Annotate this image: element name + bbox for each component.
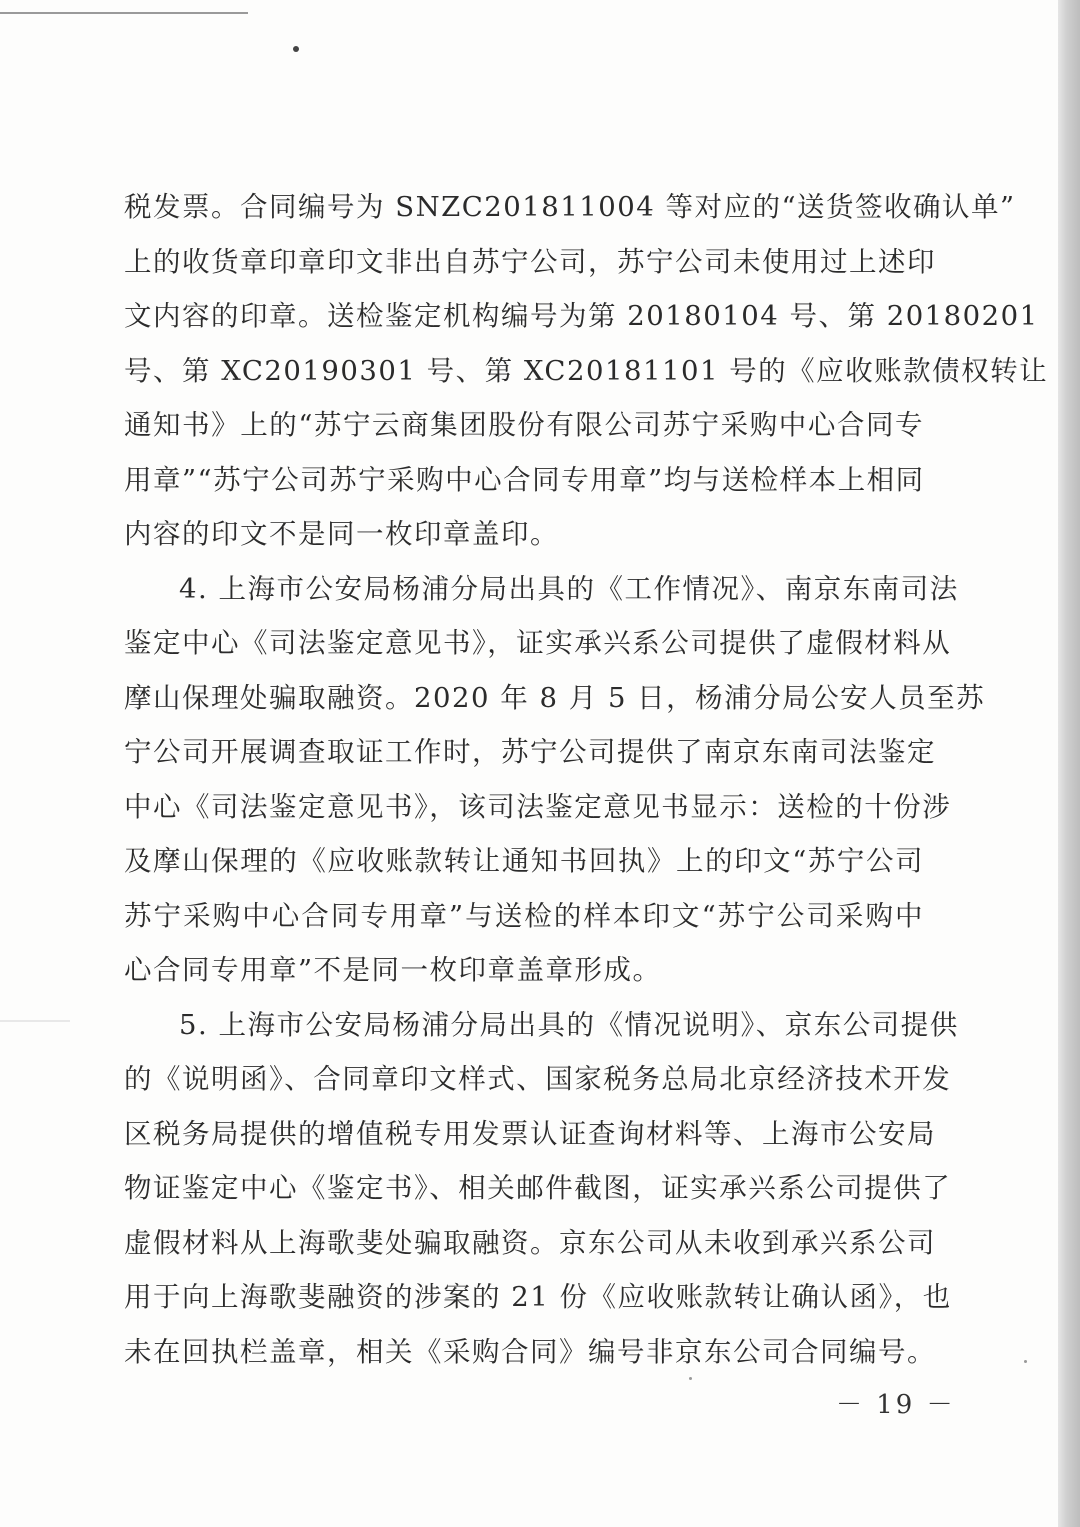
text-line: 及摩山保理的《应收账款转让通知书回执》上的印文“苏宁公司 [124,845,924,877]
text-line: 上的收货章印章印文非出自苏宁公司，苏宁公司未使用过上述印 [124,245,936,278]
text-line: 号、第 XC20190301 号、第 XC20181101 号的《应收账款债权转让 [124,354,1049,387]
text-line: 内容的印文不是同一枚印章盖印。 [124,518,559,550]
text-line: 文内容的印章。送检鉴定机构编号为第 20180104 号、第 20180201 [124,300,1039,332]
document-body [124,180,1049,1379]
scan-smudge [0,1020,70,1022]
text-line: 摩山保理处骗取融资。2020 年 8 月 5 日，杨浦分局公安人员至苏 [124,681,986,714]
paragraph-start-line: 4. 上海市公安局杨浦分局出具的《工作情况》、南京东南司法 [179,572,959,605]
text-line: 虚假材料从上海歌斐处骗取融资。京东公司从未收到承兴系公司 [124,1226,936,1259]
page-edge-shadow [1058,0,1080,1527]
text-line: 鉴定中心《司法鉴定意见书》，证实承兴系公司提供了虚假材料从 [124,627,952,659]
paragraph-start-line: 5. 上海市公安局杨浦分局出具的《情况说明》、京东公司提供 [179,1008,959,1041]
top-divider [0,12,248,14]
page-number: － 19 － [836,1390,956,1420]
text-line: 物证鉴定中心《鉴定书》、相关邮件截图，证实承兴系公司提供了 [124,1172,952,1204]
text-line: 中心《司法鉴定意见书》，该司法鉴定意见书显示：送检的十份涉 [124,790,952,823]
text-line: 未在回执栏盖章，相关《采购合同》编号非京东公司合同编号。 [124,1335,936,1368]
ink-dot [293,46,299,52]
text-line: 宁公司开展调查取证工作时，苏宁公司提供了南京东南司法鉴定 [124,736,936,768]
text-line: 区税务局提供的增值税专用发票认证查询材料等、上海市公安局 [124,1117,936,1150]
text-line: 用于向上海歌斐融资的涉案的 21 份《应收账款转让确认函》，也 [124,1281,952,1313]
text-line: 苏宁采购中心合同专用章”与送检的样本印文“苏宁公司采购中 [124,899,924,932]
scan-speck [1024,1360,1027,1363]
text-line: 心合同专用章”不是同一枚印章盖章形成。 [124,954,662,986]
text-line: 税发票。合同编号为 SNZC201811004 等对应的“送货签收确认单” [124,191,1016,223]
text-line: 的《说明函》、合同章印文样式、国家税务总局北京经济技术开发 [124,1063,952,1095]
text-line: 通知书》上的“苏宁云商集团股份有限公司苏宁采购中心合同专 [124,409,924,441]
text-line: 用章”“苏宁公司苏宁采购中心合同专用章”均与送检样本上相同 [124,463,925,496]
